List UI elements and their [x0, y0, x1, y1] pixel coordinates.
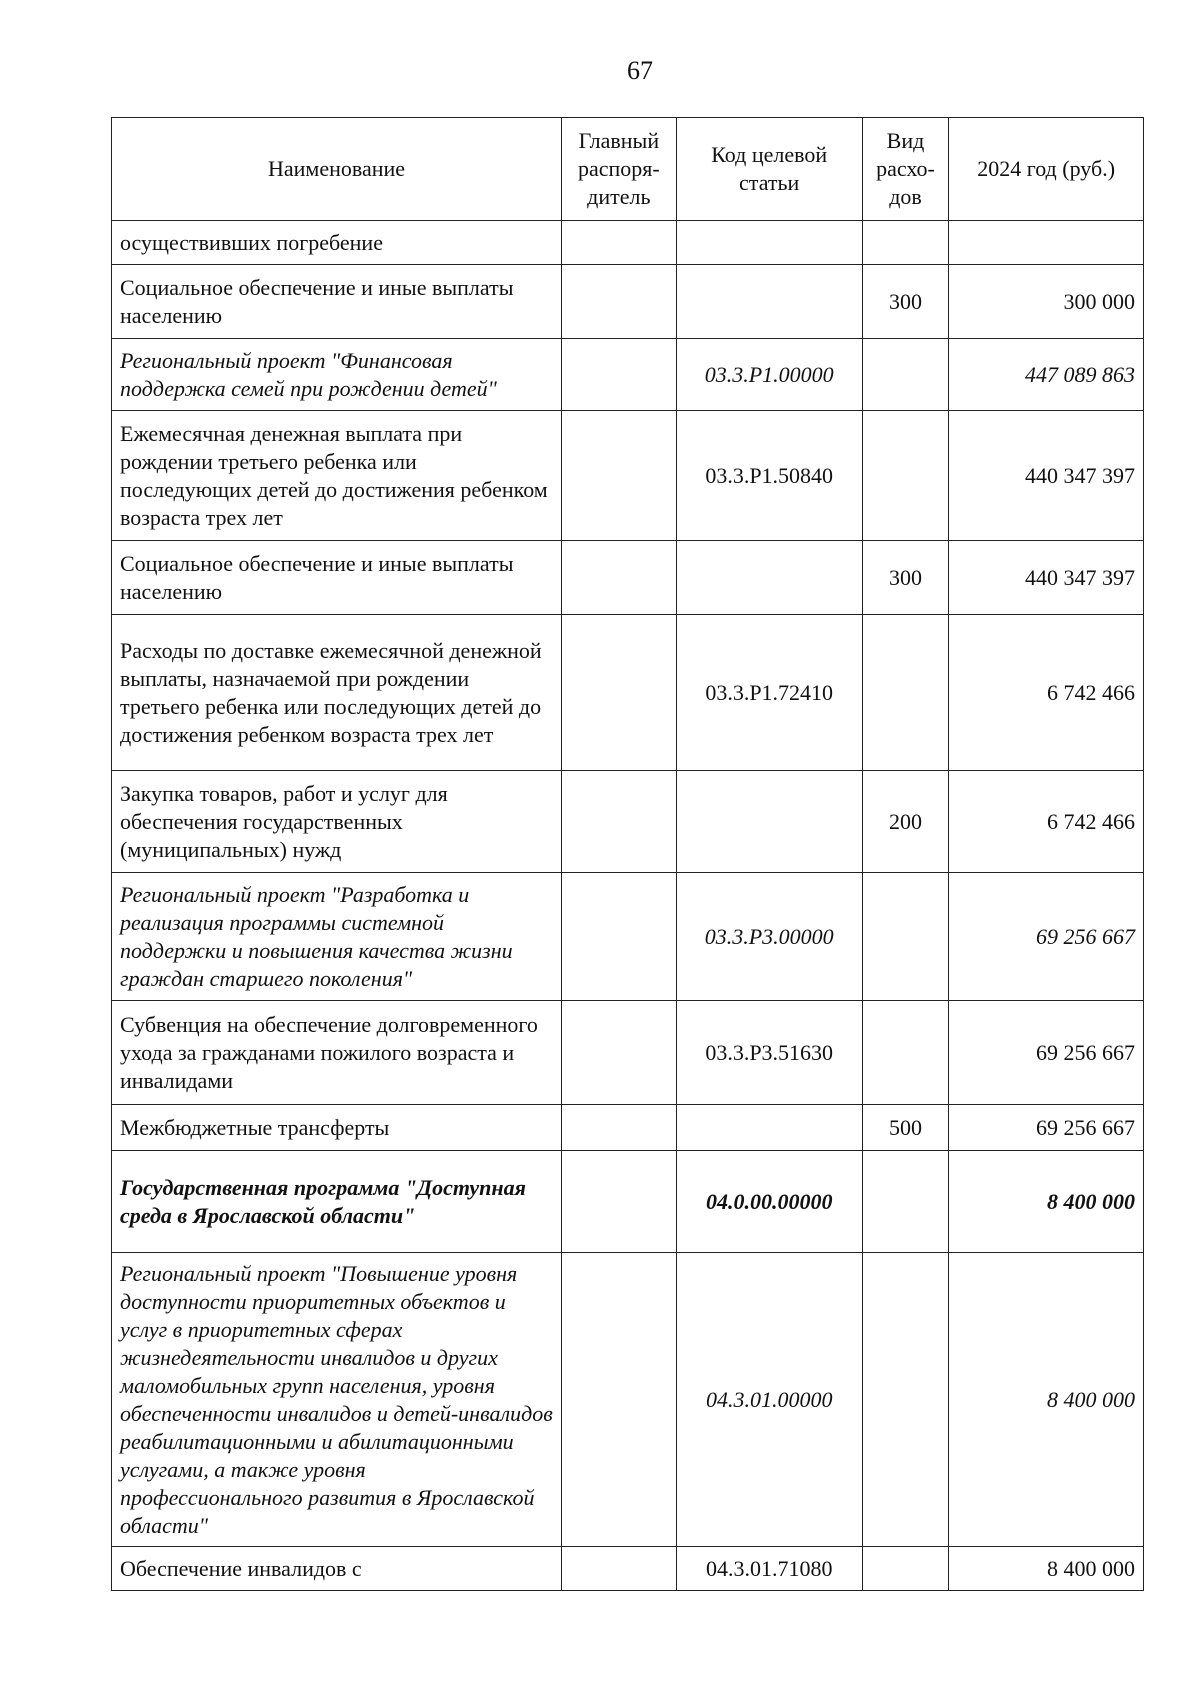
row-amount: 69 256 667	[949, 1001, 1144, 1105]
row-name: Расходы по доставке ежемесячной денежной выплаты, назначаемой при рождении третьего ребенка или последующих детей до достижения ребенком возраста трех лет	[112, 615, 562, 771]
row-amount: 440 347 397	[949, 541, 1144, 615]
table-row	[112, 1105, 1144, 1151]
row-name: Региональный проект "Финансовая поддержка семей при рождении детей"	[112, 339, 562, 411]
table-header-row	[112, 118, 1144, 221]
row-kind	[862, 1253, 949, 1547]
row-name: Социальное обеспечение и иные выплаты населению	[112, 265, 562, 339]
table-row	[112, 1001, 1144, 1105]
row-kind	[862, 615, 949, 771]
row-amount: 440 347 397	[949, 411, 1144, 541]
row-kind	[862, 1547, 949, 1591]
row-code: 03.3.P1.50840	[676, 411, 862, 541]
row-name: осуществивших погребение	[112, 221, 562, 265]
row-admin	[562, 615, 677, 771]
row-admin	[562, 221, 677, 265]
row-admin	[562, 265, 677, 339]
row-kind: 200	[862, 771, 949, 873]
row-admin	[562, 411, 677, 541]
row-kind	[862, 411, 949, 541]
row-admin	[562, 1105, 677, 1151]
budget-table	[111, 117, 1144, 1591]
row-amount: 69 256 667	[949, 1105, 1144, 1151]
row-code: 03.3.P1.00000	[676, 339, 862, 411]
row-amount: 300 000	[949, 265, 1144, 339]
row-admin	[562, 541, 677, 615]
row-name: Социальное обеспечение и иные выплаты населению	[112, 541, 562, 615]
row-name: Ежемесячная денежная выплата при рождении третьего ребенка или последующих детей до достижения ребенком возраста трех лет	[112, 411, 562, 541]
header-code: Код целевой статьи	[676, 118, 862, 221]
row-kind	[862, 1001, 949, 1105]
header-name: Наименование	[112, 118, 562, 221]
table-row	[112, 265, 1144, 339]
row-amount: 6 742 466	[949, 615, 1144, 771]
row-name: Государственная программа "Доступная среда в Ярославской области"	[112, 1151, 562, 1253]
row-code: 03.3.P3.00000	[676, 873, 862, 1001]
table-row	[112, 411, 1144, 541]
row-kind	[862, 221, 949, 265]
row-amount	[949, 221, 1144, 265]
row-amount: 8 400 000	[949, 1151, 1144, 1253]
row-amount: 8 400 000	[949, 1547, 1144, 1591]
row-name: Субвенция на обеспечение долговременного ухода за гражданами пожилого возраста и инвалидами	[112, 1001, 562, 1105]
row-admin	[562, 771, 677, 873]
row-admin	[562, 1253, 677, 1547]
table-row	[112, 541, 1144, 615]
page-number: 67	[627, 56, 653, 85]
row-name: Региональный проект "Разработка и реализация программы системной поддержки и повышения качества жизни граждан старшего поколения"	[112, 873, 562, 1001]
row-kind	[862, 873, 949, 1001]
row-amount: 8 400 000	[949, 1253, 1144, 1547]
row-amount: 447 089 863	[949, 339, 1144, 411]
table-row	[112, 1253, 1144, 1547]
row-admin	[562, 1151, 677, 1253]
table-row	[112, 771, 1144, 873]
header-amount: 2024 год (руб.)	[949, 118, 1144, 221]
header-admin: Главный распоря-дитель	[562, 118, 677, 221]
table-row	[112, 1547, 1144, 1591]
row-code: 04.3.01.00000	[676, 1253, 862, 1547]
row-code	[676, 221, 862, 265]
table-row	[112, 221, 1144, 265]
row-kind	[862, 339, 949, 411]
row-name: Закупка товаров, работ и услуг для обеспечения государственных (муниципальных) нужд	[112, 771, 562, 873]
row-kind	[862, 1151, 949, 1253]
row-name: Региональный проект "Повышение уровня доступности приоритетных объектов и услуг в приоритетных сферах жизнедеятельности инвалидов и других маломобильных групп населения, уровня обеспеченности инвалидов и детей-инвалидов реабилитационными и абилитационными услугами, а также уровня профессионального развития в Ярославской области"	[112, 1253, 562, 1547]
table-row	[112, 1151, 1144, 1253]
row-code: 04.0.00.00000	[676, 1151, 862, 1253]
row-code: 03.3.P3.51630	[676, 1001, 862, 1105]
row-admin	[562, 339, 677, 411]
table-row	[112, 873, 1144, 1001]
row-code: 03.3.P1.72410	[676, 615, 862, 771]
row-name: Межбюджетные трансферты	[112, 1105, 562, 1151]
row-kind: 300	[862, 541, 949, 615]
row-code	[676, 771, 862, 873]
row-admin	[562, 1001, 677, 1105]
row-kind: 500	[862, 1105, 949, 1151]
row-amount: 6 742 466	[949, 771, 1144, 873]
table-row	[112, 615, 1144, 771]
row-name: Обеспечение инвалидов с	[112, 1547, 562, 1591]
row-admin	[562, 873, 677, 1001]
row-code	[676, 1105, 862, 1151]
row-amount: 69 256 667	[949, 873, 1144, 1001]
row-code: 04.3.01.71080	[676, 1547, 862, 1591]
row-kind: 300	[862, 265, 949, 339]
table-row	[112, 339, 1144, 411]
header-kind: Вид расхо-дов	[862, 118, 949, 221]
row-code	[676, 265, 862, 339]
row-code	[676, 541, 862, 615]
row-admin	[562, 1547, 677, 1591]
